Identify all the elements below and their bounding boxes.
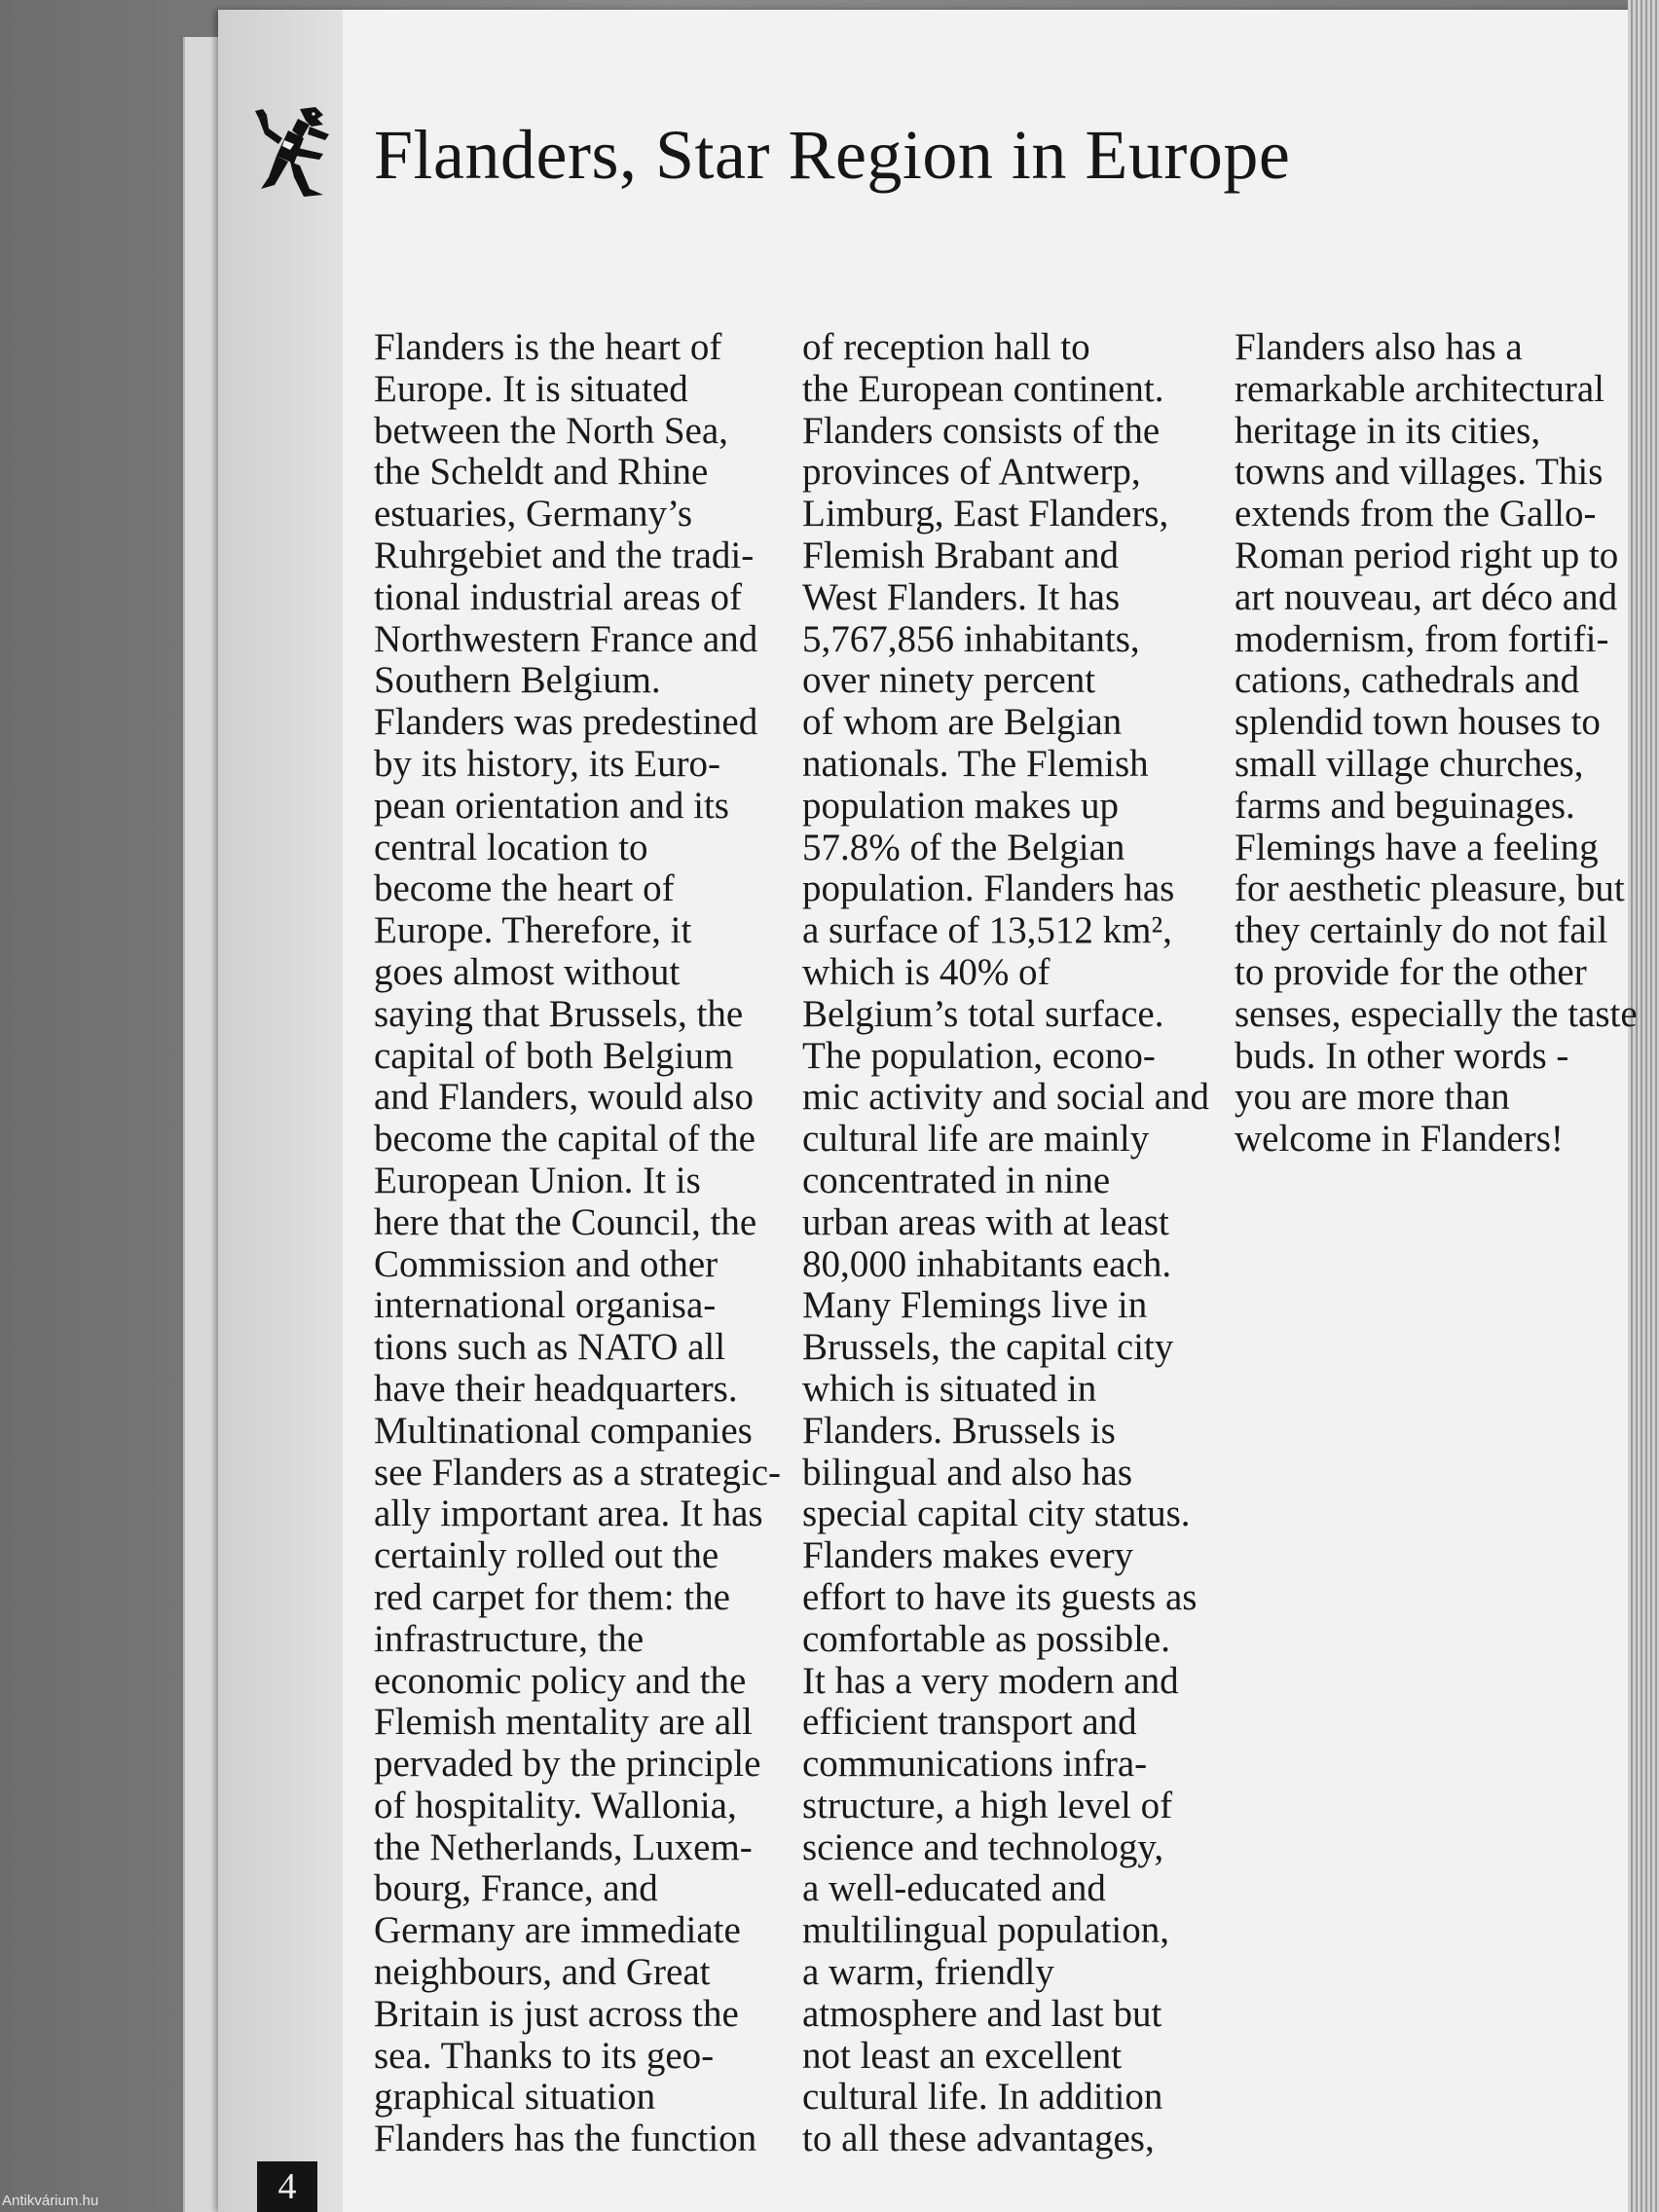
text-line: effort to have its guests as	[802, 1575, 1198, 1618]
text-line: nationals. The Flemish	[802, 742, 1149, 785]
text-line: West Flanders. It has	[802, 575, 1121, 618]
text-line: the European continent.	[802, 367, 1164, 410]
text-line: neighbours, and Great	[374, 1951, 711, 1994]
text-line: by its history, its Euro-	[374, 742, 721, 785]
text-line: economic policy and the	[374, 1659, 747, 1702]
text-line: 80,000 inhabitants each.	[802, 1242, 1172, 1285]
text-line: they certainly do not fail	[1235, 909, 1608, 952]
text-line: certainly rolled out the	[374, 1534, 719, 1577]
text-line: Flanders has the function	[374, 2118, 757, 2160]
text-line: goes almost without	[374, 950, 681, 993]
text-line: Flemish Brabant and	[802, 534, 1119, 576]
text-line: concentrated in nine	[802, 1159, 1111, 1201]
text-line: see Flanders as a strategic-	[374, 1451, 781, 1493]
text-line: red carpet for them: the	[374, 1575, 730, 1618]
text-line: remarkable architectural	[1235, 367, 1605, 410]
text-line: and Flanders, would also	[374, 1076, 754, 1119]
text-line: 5,767,856 inhabitants,	[802, 617, 1140, 660]
text-line: Roman period right up to	[1235, 534, 1619, 576]
text-line: Germany are immediate	[374, 1909, 741, 1952]
text-line: provinces of Antwerp,	[802, 451, 1141, 494]
text-line: graphical situation	[374, 2076, 656, 2119]
text-line: structure, a high level of	[802, 1784, 1173, 1826]
text-line: population. Flanders has	[802, 867, 1175, 910]
text-line: Flemings have a feeling	[1235, 826, 1599, 868]
text-line: Many Flemings live in	[802, 1284, 1148, 1327]
text-line: ally important area. It has	[374, 1493, 763, 1535]
text-line: of whom are Belgian	[802, 701, 1123, 744]
text-line: heritage in its cities,	[1235, 409, 1541, 452]
page-gutter-shade	[218, 10, 343, 2212]
text-line: atmosphere and last but	[802, 1992, 1162, 2035]
text-line: which is situated in	[802, 1367, 1097, 1410]
text-line: Ruhrgebiet and the tradi-	[374, 534, 755, 576]
text-column-2	[802, 327, 1209, 2160]
text-line: international organisa-	[374, 1284, 717, 1327]
text-line: extends from the Gallo-	[1235, 493, 1597, 535]
text-line: cultural life. In addition	[802, 2076, 1163, 2119]
text-line: buds. In other words -	[1235, 1034, 1569, 1077]
text-line: towns and villages. This	[1235, 451, 1604, 494]
text-line: Europe. It is situated	[374, 367, 688, 410]
text-line: Flanders makes every	[802, 1534, 1134, 1577]
text-line: Flanders. Brussels is	[802, 1409, 1116, 1452]
text-line: sea. Thanks to its geo-	[374, 2034, 715, 2077]
text-line: small village churches,	[1235, 742, 1584, 785]
text-line: The population, econo-	[802, 1034, 1156, 1077]
text-line: efficient transport and	[802, 1701, 1137, 1744]
text-line: urban areas with at least	[802, 1200, 1169, 1243]
text-line: a warm, friendly	[802, 1951, 1054, 1994]
text-line: tional industrial areas of	[374, 575, 742, 618]
text-line: Flemish mentality are all	[374, 1701, 753, 1744]
text-line: central location to	[374, 826, 648, 868]
text-line: between the North Sea,	[374, 409, 728, 452]
text-line: here that the Council, the	[374, 1200, 757, 1243]
text-line: bilingual and also has	[802, 1451, 1133, 1493]
text-line: to provide for the other	[1235, 950, 1587, 993]
text-line: Northwestern France and	[374, 617, 758, 660]
text-line: welcome in Flanders!	[1235, 1118, 1564, 1161]
text-line: estuaries, Germany’s	[374, 493, 693, 535]
text-line: special capital city status.	[802, 1493, 1191, 1535]
text-line: infrastructure, the	[374, 1617, 645, 1660]
text-line: communications infra-	[802, 1743, 1148, 1786]
page-title: Flanders, Star Region in Europe	[374, 116, 1291, 194]
text-line: splendid town houses to	[1235, 701, 1601, 744]
text-line: which is 40% of	[802, 950, 1051, 993]
text-line: Multinational companies	[374, 1409, 753, 1452]
text-line: bourg, France, and	[374, 1867, 658, 1910]
text-line: a well-educated and	[802, 1867, 1106, 1910]
text-line: It has a very modern and	[802, 1659, 1179, 1702]
text-line: the Scheldt and Rhine	[374, 451, 709, 494]
text-line: comfortable as possible.	[802, 1617, 1170, 1660]
text-line: pervaded by the principle	[374, 1743, 761, 1786]
page-number: 4	[257, 2161, 317, 2212]
text-line: become the heart of	[374, 867, 675, 910]
text-column-3	[1235, 327, 1638, 1161]
text-line: Flanders is the heart of	[374, 326, 722, 368]
text-line: capital of both Belgium	[374, 1034, 734, 1077]
text-line: Limburg, East Flanders,	[802, 493, 1169, 535]
text-line: for aesthetic pleasure, but	[1235, 867, 1625, 910]
text-line: Commission and other	[374, 1242, 719, 1285]
text-line: tions such as NATO all	[374, 1326, 726, 1369]
text-line: the Netherlands, Luxem-	[374, 1825, 753, 1868]
text-line: art nouveau, art déco and	[1235, 575, 1618, 618]
text-line: of hospitality. Wallonia,	[374, 1784, 737, 1826]
text-line: saying that Brussels, the	[374, 992, 744, 1035]
text-line: Southern Belgium.	[374, 659, 661, 702]
text-line: modernism, from fortifi-	[1235, 617, 1609, 660]
text-line: to all these advantages,	[802, 2118, 1155, 2160]
text-column-1	[374, 327, 781, 2160]
text-line: Europe. Therefore, it	[374, 909, 692, 952]
text-line: Britain is just across the	[374, 1992, 739, 2035]
text-line: population makes up	[802, 784, 1119, 827]
text-line: of reception hall to	[802, 326, 1090, 368]
text-line: pean orientation and its	[374, 784, 729, 827]
text-line: 57.8% of the Belgian	[802, 826, 1125, 868]
text-line: Belgium’s total surface.	[802, 992, 1164, 1035]
text-line: Flanders consists of the	[802, 409, 1161, 452]
text-line: European Union. It is	[374, 1159, 701, 1201]
text-line: multilingual population,	[802, 1909, 1169, 1952]
text-line: over ninety percent	[802, 659, 1096, 702]
text-line: have their headquarters.	[374, 1367, 738, 1410]
text-line: Brussels, the capital city	[802, 1326, 1174, 1369]
text-line: cations, cathedrals and	[1235, 659, 1580, 702]
text-line: you are more than	[1235, 1076, 1510, 1119]
text-line: science and technology,	[802, 1825, 1164, 1868]
text-line: become the capital of the	[374, 1118, 756, 1161]
text-line: Flanders also has a	[1235, 326, 1523, 368]
text-line: a surface of 13,512 km²,	[802, 909, 1172, 952]
text-line: senses, especially the taste	[1235, 992, 1638, 1035]
text-line: not least an excellent	[802, 2034, 1123, 2077]
text-line: Flanders was predestined	[374, 701, 758, 744]
text-line: cultural life are mainly	[802, 1118, 1150, 1161]
text-line: farms and beguinages.	[1235, 784, 1575, 827]
text-line: mic activity and social and	[802, 1076, 1210, 1119]
flemish-lion-icon	[255, 105, 335, 201]
watermark: Antikvárium.hu	[2, 2193, 99, 2209]
